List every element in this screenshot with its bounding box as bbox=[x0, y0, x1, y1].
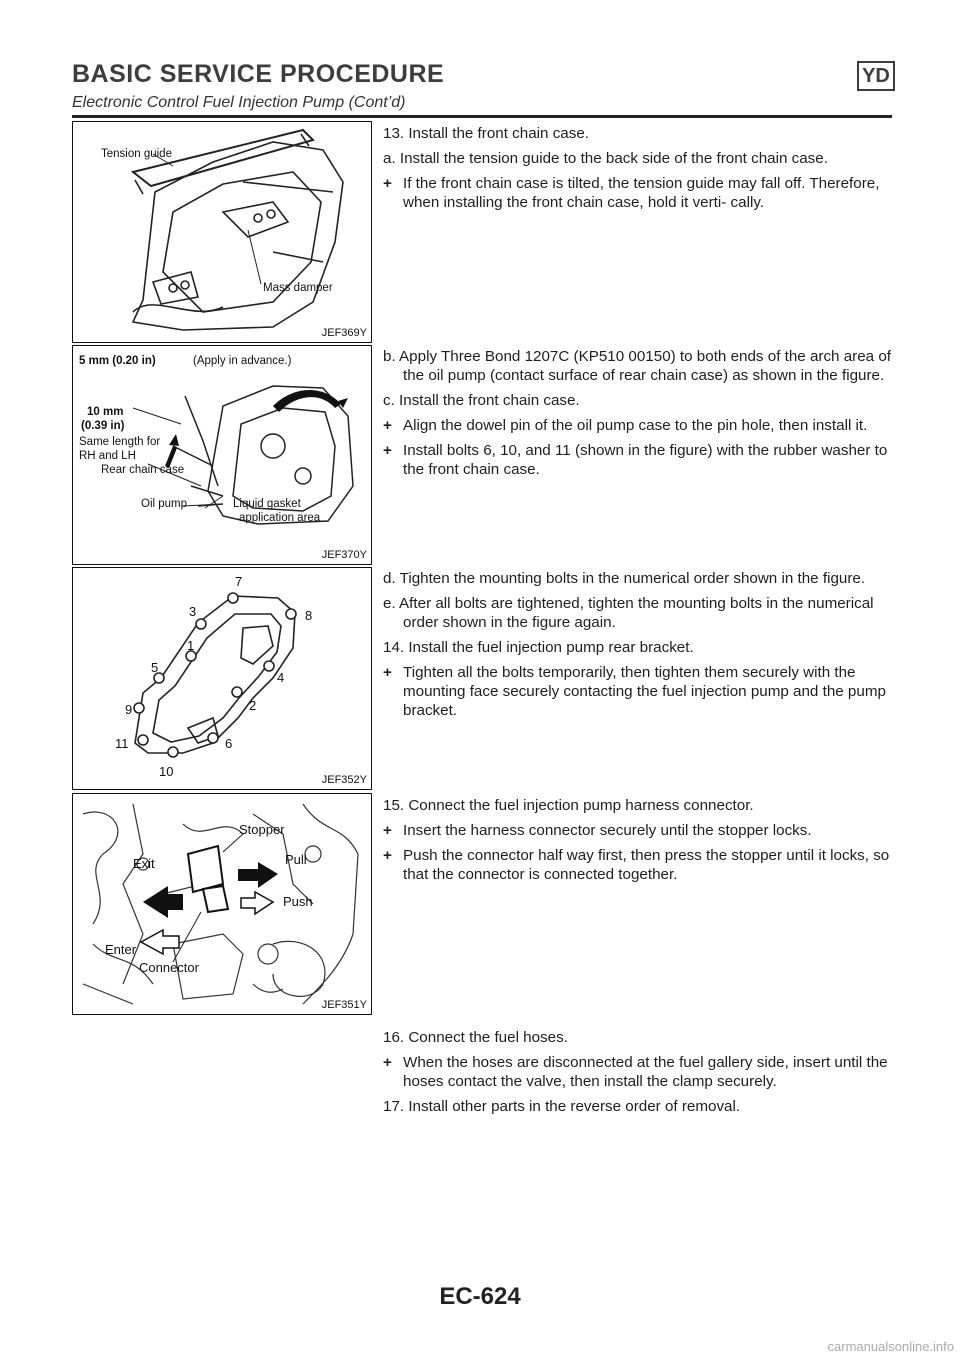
step-15-bullet-2: + Push the connector half way first, then press the stopper until it locks, so that the connector is connected together. bbox=[383, 846, 893, 884]
step-13c-bullet-2: + Install bolts 6, 10, and 11 (shown in the figure) with the rubber washer to the front chain case. bbox=[383, 441, 893, 479]
step-13c: c. Install the front chain case. bbox=[383, 392, 580, 409]
step-15: 15. Connect the fuel injection pump harness connector. bbox=[383, 797, 754, 814]
bolt-number-3: 3 bbox=[189, 604, 197, 619]
label-10mm: 10 mm bbox=[87, 406, 124, 418]
label-tension-guide: Tension guide bbox=[101, 148, 172, 160]
label-039in: (0.39 in) bbox=[81, 420, 125, 432]
figure-id: JEF369Y bbox=[321, 327, 367, 339]
bolt-number-1: 1 bbox=[187, 638, 195, 653]
bolt-number-2: 2 bbox=[249, 698, 257, 713]
figure-id: JEF370Y bbox=[321, 549, 367, 561]
label-exit: Exit bbox=[133, 856, 155, 871]
label-liquid-gasket: Liquid gasket bbox=[233, 498, 301, 510]
bolt-number-10: 10 bbox=[159, 764, 174, 779]
bolt-number-9: 9 bbox=[125, 702, 133, 717]
bolt-number-11: 11 bbox=[115, 736, 129, 751]
page-title: BASIC SERVICE PROCEDURE bbox=[72, 60, 445, 88]
label-same-length: Same length for bbox=[79, 436, 161, 448]
step-15-bullet-1: + Insert the harness connector securely until the stopper locks. bbox=[383, 821, 893, 840]
step-13: 13. Install the front chain case. bbox=[383, 125, 589, 142]
label-connector: Connector bbox=[139, 960, 199, 975]
page-subtitle: Electronic Control Fuel Injection Pump (Cont’d) bbox=[72, 94, 406, 111]
step-14: 14. Install the fuel injection pump rear bracket. bbox=[383, 639, 694, 656]
label-rear-chain-case: Rear chain case bbox=[101, 464, 185, 476]
bolt-number-6: 6 bbox=[225, 736, 233, 751]
step-13a-note: + If the front chain case is tilted, the tension guide may fall off. Therefore, when installing the front chain case, hold it verti- cally. bbox=[383, 174, 893, 212]
text-block-step13d bbox=[383, 569, 893, 726]
step-17: 17. Install other parts in the reverse order of removal. bbox=[383, 1098, 741, 1115]
watermark: carmanualsonline.info bbox=[827, 1339, 954, 1354]
step-16-bullet-1: + When the hoses are disconnected at the fuel gallery side, insert until the hoses contact the valve, then install the clamp securely. bbox=[383, 1053, 893, 1091]
label-5mm: 5 mm (0.20 in) bbox=[79, 355, 156, 367]
step-13d: d. Tighten the mounting bolts in the numerical order shown in the figure. bbox=[383, 570, 866, 587]
bolt-number-4: 4 bbox=[277, 670, 285, 685]
step-14-bullet-1: + Tighten all the bolts temporarily, then tighten them securely with the mounting face securely contacting the fuel injection pump and the pump bracket. bbox=[383, 663, 893, 720]
label-stopper: Stopper bbox=[239, 822, 285, 837]
text-block-step15 bbox=[383, 796, 893, 890]
page-number: EC-624 bbox=[439, 1283, 521, 1310]
text-block-step13b bbox=[383, 347, 893, 485]
label-pull: Pull bbox=[285, 852, 307, 867]
figure-harness-connector bbox=[72, 793, 372, 1015]
text-block-step16 bbox=[383, 1028, 893, 1122]
bolt-number-7: 7 bbox=[235, 574, 243, 589]
figure-harness-connector-drawing bbox=[73, 794, 371, 1014]
text-block-step13 bbox=[383, 124, 893, 218]
figure-id: JEF351Y bbox=[321, 999, 367, 1011]
step-13e: e. After all bolts are tightened, tighten the mounting bolts in the numerical order shown in the figure again. bbox=[383, 595, 874, 631]
label-push: Push bbox=[283, 894, 313, 909]
label-application-area: application area bbox=[239, 512, 321, 524]
engine-badge: YD bbox=[857, 61, 895, 91]
step-16: 16. Connect the fuel hoses. bbox=[383, 1029, 568, 1046]
bolt-number-5: 5 bbox=[151, 660, 159, 675]
header-rule bbox=[72, 115, 892, 118]
figure-bolt-order bbox=[72, 567, 372, 790]
step-13a: a. Install the tension guide to the back side of the front chain case. bbox=[383, 150, 828, 167]
step-13c-bullet-1: + Align the dowel pin of the oil pump case to the pin hole, then install it. bbox=[383, 416, 893, 435]
figure-id: JEF352Y bbox=[321, 774, 367, 786]
bolt-number-8: 8 bbox=[305, 608, 313, 623]
step-13b: b. Apply Three Bond 1207C (KP510 00150) to both ends of the arch area of the oil pump (contact surface of rear chain case) as shown in the figure. bbox=[383, 348, 892, 384]
label-oil-pump: Oil pump bbox=[141, 498, 188, 510]
figure-liquid-gasket bbox=[72, 345, 372, 565]
figure-tension-guide bbox=[72, 121, 372, 343]
label-enter: Enter bbox=[105, 942, 137, 957]
label-rh-lh: RH and LH bbox=[79, 450, 136, 462]
label-apply-in-advance: (Apply in advance.) bbox=[193, 355, 292, 367]
label-mass-damper: Mass damper bbox=[263, 282, 333, 294]
figure-bolt-order-drawing bbox=[73, 568, 371, 789]
